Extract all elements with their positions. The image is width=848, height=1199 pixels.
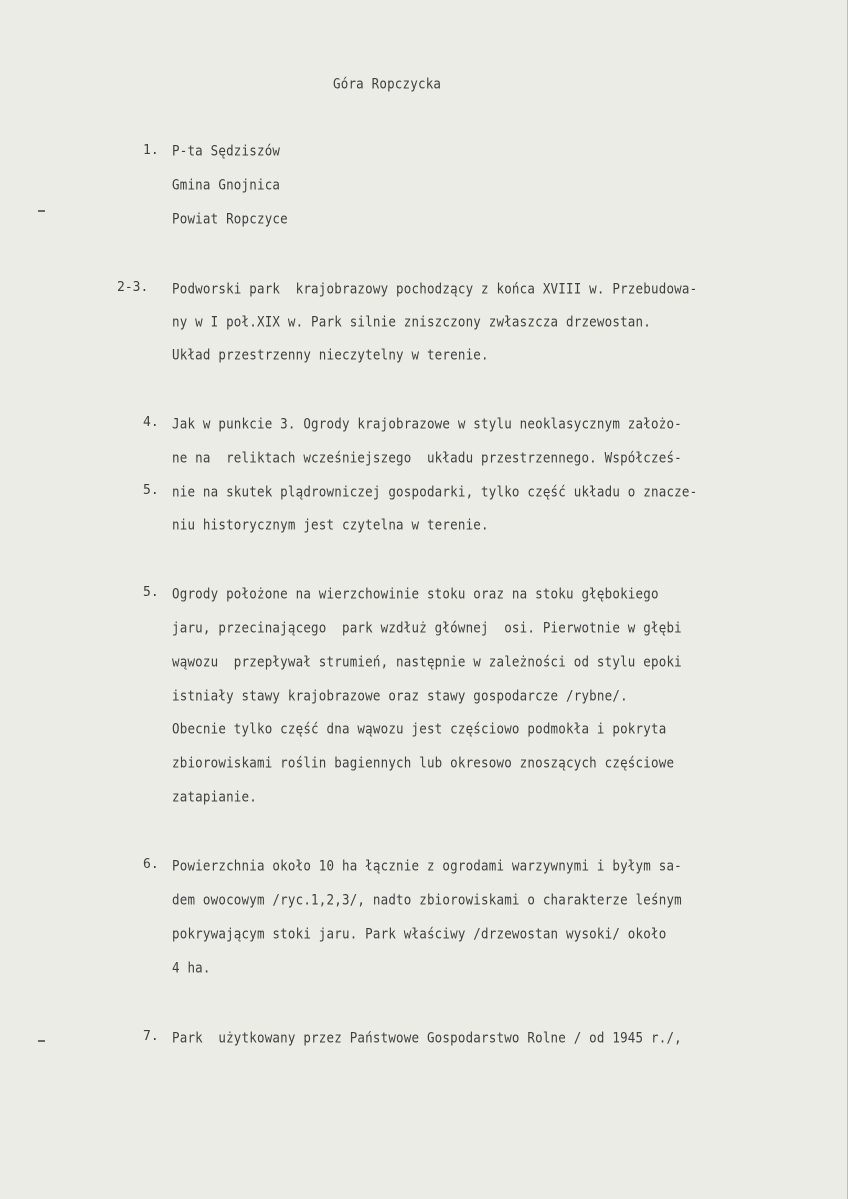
section-line: istniały stawy krajobrazowe oraz stawy gospodarcze /rybne/.: [172, 687, 628, 704]
section-line: Powiat Ropczyce: [172, 210, 288, 227]
section-line: pokrywającym stoki jaru. Park właściwy /drzewostan wysoki/ około: [172, 925, 667, 942]
section-line: P-ta Sędziszów: [172, 142, 281, 159]
section-number: 5.: [143, 585, 159, 600]
section-line: Układ przestrzenny nieczytelny w terenie.: [172, 346, 489, 363]
section-line: wąwozu przepływał strumień, następnie w zależności od stylu epoki: [172, 653, 682, 670]
section-line: 4 ha.: [172, 959, 211, 976]
section-line: ne na reliktach wcześniejszego układu przestrzennego. Współcześ-: [172, 449, 682, 466]
section-line: Jak w punkcie 3. Ogrody krajobrazowe w stylu neoklasycznym założo-: [172, 415, 682, 432]
section-number: 4.: [143, 415, 159, 430]
section-number: 5.: [143, 483, 159, 498]
section-line: dem owocowym /ryc.1,2,3/, nadto zbiorowiskami o charakterze leśnym: [172, 891, 682, 908]
section-line: Gmina Gnojnica: [172, 176, 281, 193]
section-line: Ogrody położone na wierzchowinie stoku oraz na stoku głębokiego: [172, 585, 659, 602]
section-line: ny w I poł.XIX w. Park silnie zniszczony zwłaszcza drzewostan.: [172, 313, 651, 330]
section-line: zatapianie.: [172, 788, 257, 805]
section-line: jaru, przecinającego park wzdłuż głównej osi. Pierwotnie w głębi: [172, 619, 682, 636]
section-line: niu historycznym jest czytelna w terenie.: [172, 516, 489, 533]
margin-mark: [38, 1040, 45, 1042]
page-title: Góra Ropczycka: [333, 75, 442, 92]
section-line: Podworski park krajobrazowy pochodzący z końca XVIII w. Przebudowa-: [172, 280, 698, 297]
section-line: Powierzchnia około 10 ha łącznie z ogrodami warzywnymi i byłym sa-: [172, 857, 682, 874]
section-line: Obecnie tylko część dna wąwozu jest częściowo podmokła i pokryta: [172, 720, 667, 737]
section-line: Park użytkowany przez Państwowe Gospodarstwo Rolne / od 1945 r./,: [172, 1029, 682, 1046]
section-line: nie na skutek plądrowniczej gospodarki, tylko część układu o znacze-: [172, 483, 698, 500]
section-line: zbiorowiskami roślin bagiennych lub okresowo znoszących częściowe: [172, 754, 675, 771]
margin-mark: [38, 210, 45, 212]
section-number: 6.: [143, 857, 159, 872]
section-number: 7.: [143, 1029, 159, 1044]
section-number: 1.: [143, 143, 159, 158]
section-number: 2-3.: [117, 280, 149, 295]
